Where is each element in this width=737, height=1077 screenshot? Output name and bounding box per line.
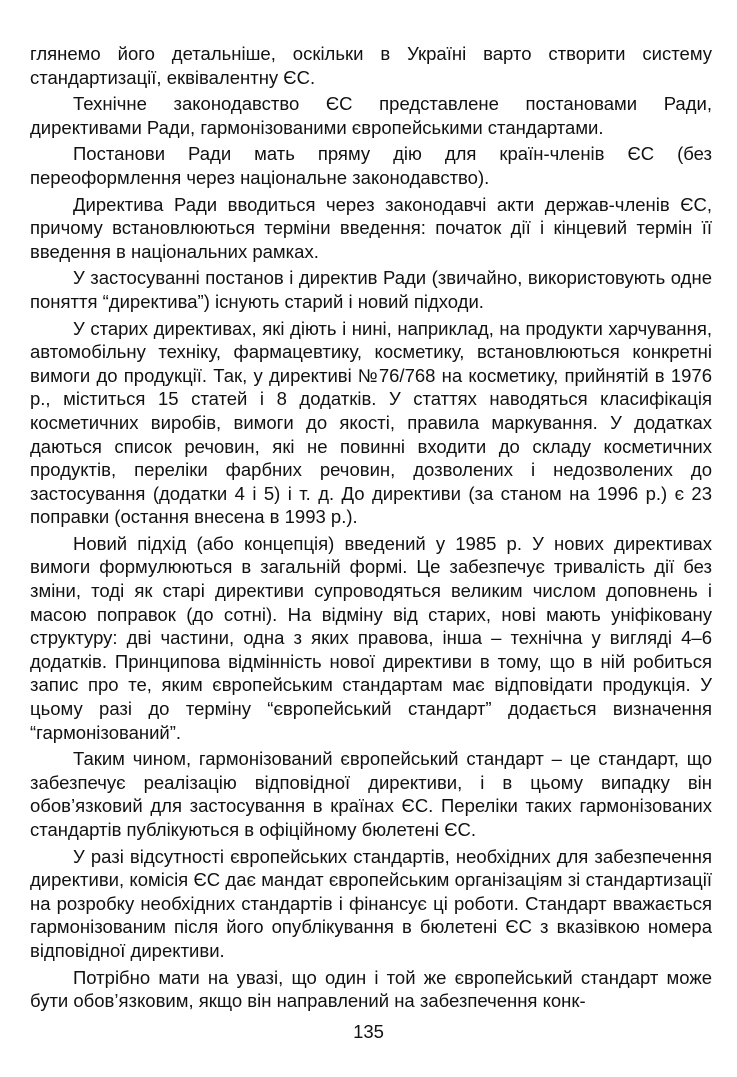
paragraph-technical-legislation: Технічне законодавство ЄС представлене постановами Ради, директивами Ради, гармонізованими європейськими стандартами.	[30, 93, 712, 138]
document-body	[30, 42, 712, 1016]
paragraph-harmonized-standard: Таким чином, гармонізований європейський стандарт – це стандарт, що забезпечує реалізацію відповідної директиви, і в цьому випадку він обов’язковий для застосування в країнах ЄС. Переліки таких гармонізованих стандартів публікуються в офіційному бюлетені ЄС.	[30, 748, 712, 840]
page-number: 135	[353, 1021, 384, 1042]
paragraph-council-directive: Директива Ради вводиться через законодавчі акти держав-членів ЄС, причому встановлюються терміни введення: початок дії і кінцевий термін її введення в національних рамках.	[30, 193, 712, 262]
paragraph-council-regulations: Постанови Ради мать пряму дію для країн-членів ЄС (без переоформлення через національне законодавство).	[30, 143, 712, 188]
paragraph-mandatory-standard: Потрібно мати на увазі, що один і той же європейський стандарт може бути обов’язковим, якщо він направлений на забезпечення конк-	[30, 966, 712, 1012]
paragraph-approaches: У застосуванні постанов і директив Ради (звичайно, використовують одне поняття “директива”) існують старий і новий підходи.	[30, 267, 712, 312]
paragraph-mandate: У разі відсутності європейських стандартів, необхідних для забезпечення директиви, комісія ЄС дає мандат європейським організаціям зі стандартизації на розробку необхідних стандартів і фінансує ці роботи. Стандарт вважається гармонізованим після його опублікування в бюлетені ЄС з вказівкою номера відповідної директиви.	[30, 845, 712, 961]
paragraph-new-approach: Новий підхід (або концепція) введений у 1985 р. У нових директивах вимоги формулюються в загальній формі. Це забезпечує тривалість дії без зміни, тоді як старі директиви супроводяться великим числом доповнень і масою поправок (до сотні). На відміну від старих, нові мають уніфіковану структуру: дві частини, одна з яких правова, інша – технічна у вигляді 4–6 додатків. Принципова відмінність нової директиви в тому, що в ній робиться запис про те, яким європейським стандартам має відповідати продукція. У цьому разі до терміну “європейський стандарт” додається визначення “гармонізований”.	[30, 532, 712, 743]
paragraph-continuation: глянемо його детальніше, оскільки в Україні варто створити систему стандартизації, еквівалентну ЄС.	[30, 43, 712, 88]
paragraph-old-directives: У старих директивах, які діють і нині, наприклад, на продукти харчування, автомобільну техніку, фармацевтику, косметику, встановлюються конкретні вимоги до продукції. Так, у директиві №76/768 на косметику, прийнятій в 1976 р., міститься 15 статей і 8 додатків. У статтях наводяться класифікація косметичних виробів, вимоги до якості, правила маркування. У додатках даються список речовин, які не повинні входити до складу косметичних продуктів, переліки фарбних речовин, дозволених і недозволених до застосування (додатки 4 і 5) і т. д. До директиви (за станом на 1996 р.) є 23 поправки (остання внесена в 1993 р.).	[30, 317, 712, 528]
